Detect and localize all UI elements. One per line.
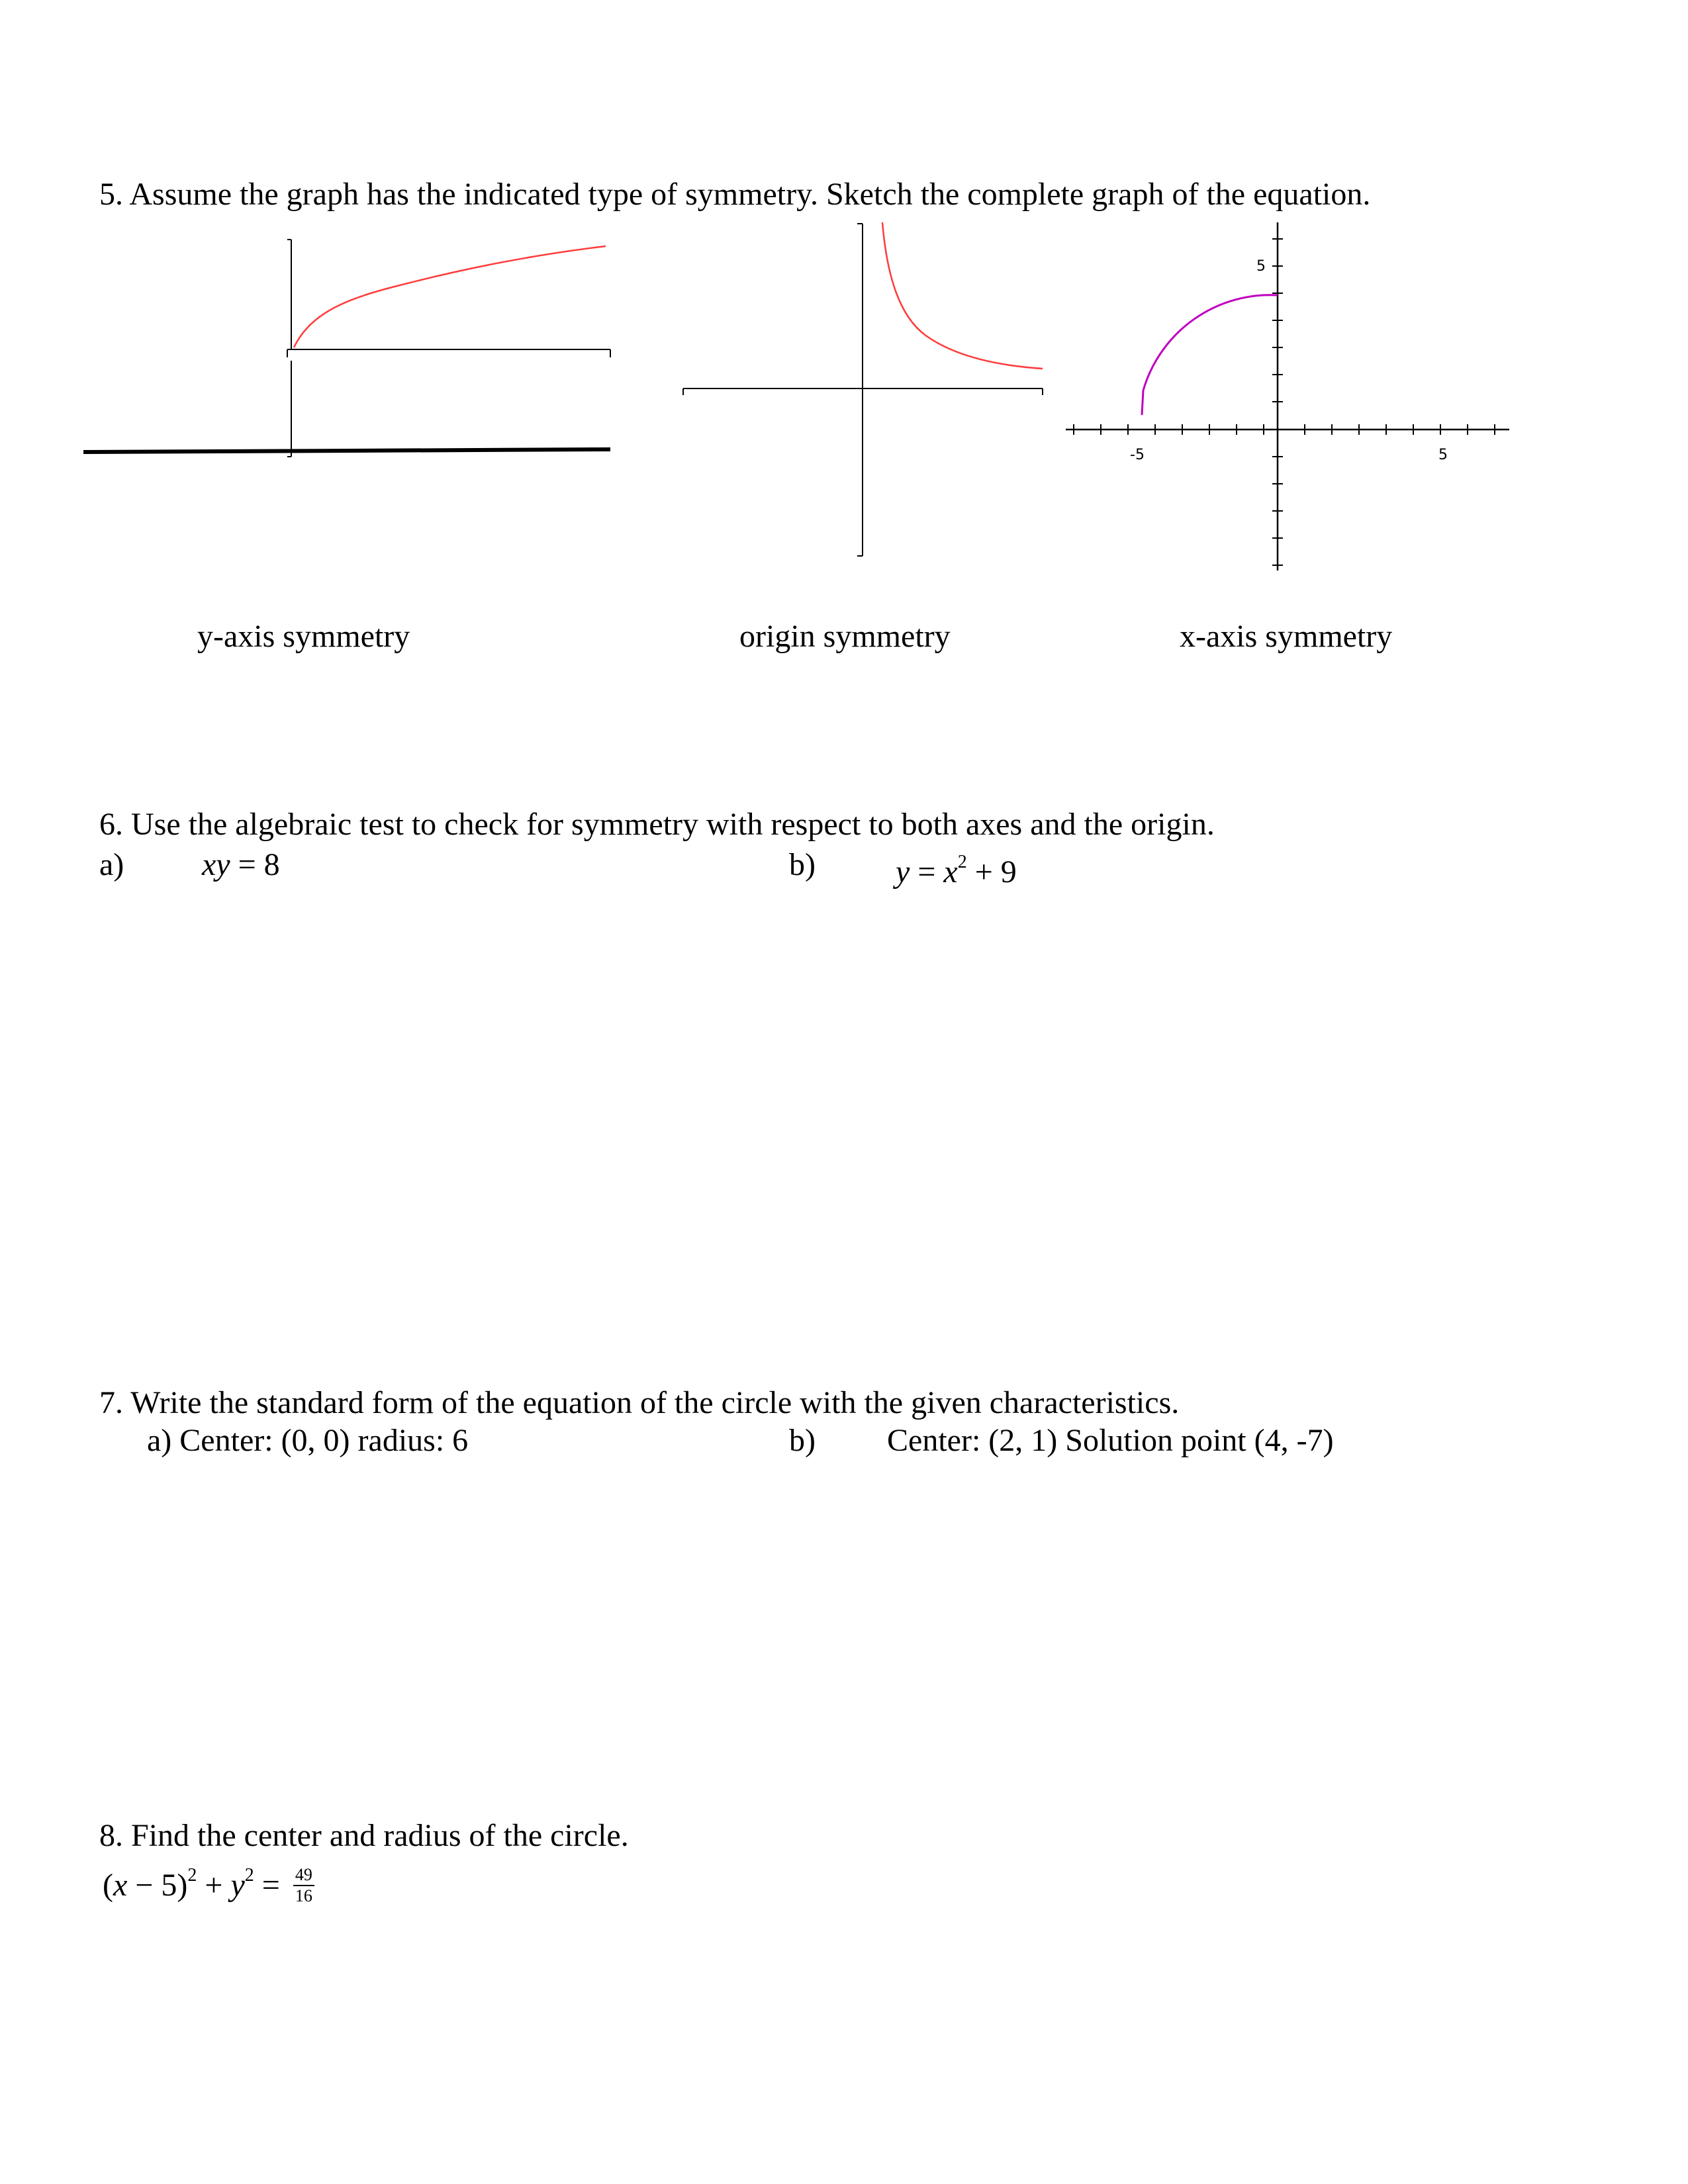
- graph3-curve: [1142, 295, 1278, 415]
- q7-b-text: Center: (2, 1) Solution point (4, -7): [887, 1423, 1334, 1458]
- graph3-x-ticks: [1074, 424, 1495, 435]
- graph-label-x-axis: x-axis symmetry: [1180, 619, 1393, 654]
- q8-equation: $(x - 5)^2 + y^2$ = $\frac{49}{16}$: [103, 1866, 316, 1905]
- q8-fraction-numerator: 49: [295, 1865, 312, 1884]
- q7-a-text: a) Center: (0, 0) radius: 6: [147, 1423, 469, 1458]
- q6-a-label: a): [99, 847, 124, 882]
- q6-a-equation: xy = 8: [202, 847, 280, 882]
- q5-prompt: 5. Assume the graph has the indicated type of symmetry. Sketch the complete graph of the equation.: [99, 177, 1371, 212]
- graph1-frame: [287, 240, 610, 457]
- graph1-thick-baseline: [83, 449, 610, 452]
- q6-prompt: 6. Use the algebraic test to check for symmetry with respect to both axes and the origin.: [99, 807, 1215, 842]
- graph2-axes: [683, 224, 1043, 556]
- q8-fraction-denominator: 16: [295, 1886, 312, 1905]
- q7-b-label: b): [789, 1423, 816, 1458]
- graph2-curve: [882, 222, 1043, 369]
- graph3-x-neg-tick-label: -5: [1130, 447, 1145, 463]
- q6-b-label: b): [789, 847, 816, 882]
- graph-label-origin: origin symmetry: [739, 619, 951, 654]
- graph1-curve: [294, 246, 606, 347]
- graph-label-y-axis: y-axis symmetry: [197, 619, 410, 654]
- graph3-y-tick-label: 5: [1256, 258, 1266, 275]
- q6-b-equation: $y = x^2 + 9$: [896, 852, 1017, 889]
- q8-fraction: [292, 1866, 316, 1905]
- q7-prompt: 7. Write the standard form of the equation of the circle with the given characteristics.: [99, 1385, 1180, 1420]
- q8-prompt: 8. Find the center and radius of the circle.: [99, 1818, 629, 1853]
- graph3-x-pos-tick-label: 5: [1438, 447, 1448, 463]
- graph3-y-ticks: [1272, 239, 1283, 565]
